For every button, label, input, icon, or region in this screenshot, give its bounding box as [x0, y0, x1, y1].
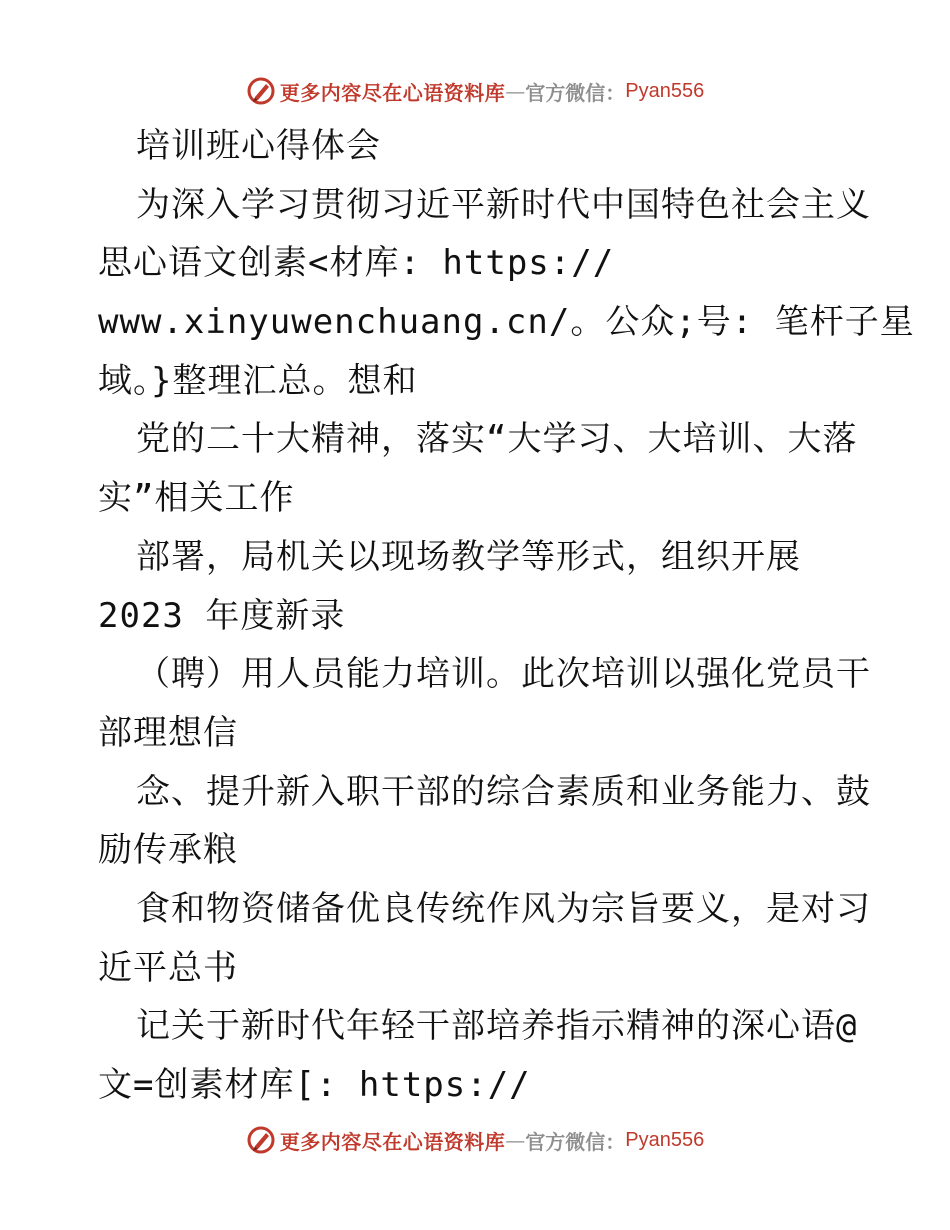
- document-title: 培训班心得体会: [136, 126, 381, 166]
- banner-title: 更多内容尽在心语资料库: [279, 80, 506, 105]
- text-line: 实”相关工作: [98, 478, 295, 519]
- text-line: 思心语文创素<材库: https://: [98, 243, 615, 284]
- header-watermark-banner: [0, 71, 950, 111]
- banner-title: 更多内容尽在心语资料库: [279, 1129, 506, 1154]
- text-line: 励传承粮: [98, 830, 238, 871]
- text-line: 域。}整理汇总。想和: [98, 360, 418, 401]
- banner-wechat-id: Pyan556: [625, 79, 705, 102]
- footer-watermark-banner: [0, 1120, 950, 1160]
- text-line: 近平总书: [98, 947, 238, 988]
- text-line: www.xinyuwenchuang.cn/。公众;号: 笔杆子星: [98, 302, 915, 343]
- text-line: 2023 年度新录: [98, 595, 346, 636]
- banner-wechat-id: Pyan556: [625, 1128, 705, 1151]
- pen-logo-icon: [246, 1125, 276, 1155]
- banner-wechat-label: 官方微信：: [525, 1129, 626, 1154]
- text-line: 记关于新时代年轻干部培养指示精神的深心语@: [136, 1006, 858, 1047]
- text-line: 部署，局机关以现场教学等形式，组织开展: [136, 536, 801, 577]
- text-line: 部理想信: [98, 712, 238, 753]
- banner-wechat-label: 官方微信：: [525, 80, 626, 105]
- banner-separator: —: [505, 1128, 526, 1152]
- document-body: [98, 117, 915, 1115]
- text-line: （聘）用人员能力培训。此次培训以强化党员干: [136, 654, 871, 695]
- pen-logo-icon: [246, 76, 276, 106]
- text-line: 食和物资储备优良传统作风为宗旨要义，是对习: [136, 888, 871, 929]
- banner-separator: —: [505, 79, 526, 103]
- text-line: 为深入学习贯彻习近平新时代中国特色社会主义: [136, 184, 871, 225]
- text-line: 文=创素材库[: https://: [98, 1065, 531, 1105]
- text-line: 念、提升新入职干部的综合素质和业务能力、鼓: [136, 771, 871, 812]
- text-line: 党的二十大精神，落实“大学习、大培训、大落: [136, 419, 858, 460]
